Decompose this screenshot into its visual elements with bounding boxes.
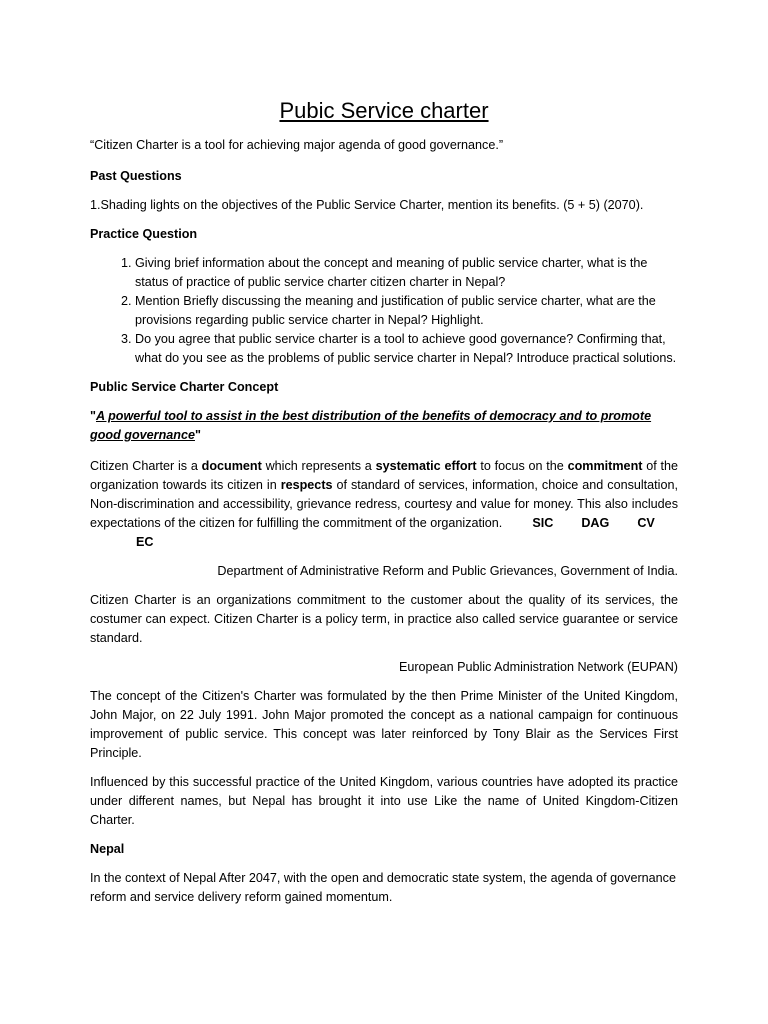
- intro-quote: “Citizen Charter is a tool for achieving major agenda of good governance.”: [90, 138, 504, 152]
- list-item: 1. Giving brief information about the concept and meaning of public service charter, what is the status of practice of public service charter citizen charter in Nepal?: [135, 254, 678, 292]
- concept-tagline: [90, 407, 678, 445]
- definition-text: which represents a: [261, 459, 376, 473]
- page-title: Pubic Service charter: [279, 98, 489, 123]
- code-label: CV: [637, 516, 655, 530]
- code-label: DAG: [581, 516, 610, 530]
- past-question-text: 1.Shading lights on the objectives of the Public Service Charter, mention its benefits. (5 + 5) (2070).: [90, 198, 644, 212]
- nepal-paragraph: In the context of Nepal After 2047, with the open and democratic state system, the agenda of governance reform and service delivery reform gained momentum.: [90, 871, 676, 904]
- tagline-text: A powerful tool to assist in the best distribution of the benefits of democracy and to promote good governance: [90, 409, 652, 442]
- influence-paragraph: Influenced by this successful practice of the United Kingdom, various countries have adopted its practice under different names, but Nepal has brought it into use Like the name of United Kingdom-Citizen Charter.: [90, 775, 678, 827]
- definition-text: of the organization towards its citizen in: [90, 459, 678, 492]
- source-citation: European Public Administration Network (EUPAN): [398, 660, 678, 674]
- code-label: EC: [136, 535, 154, 549]
- definition-bold: systematic effort: [375, 459, 477, 473]
- concept-heading: Public Service Charter Concept: [90, 380, 279, 394]
- nepal-heading: Nepal: [90, 842, 125, 856]
- definition-bold: document: [201, 459, 262, 473]
- list-item: 2. Mention Briefly discussing the meaning and justification of public service charter, what are the provisions regarding public service charter in Nepal? Highlight.: [135, 292, 678, 330]
- definition-text: to focus on the: [476, 459, 568, 473]
- practice-question-heading: Practice Question: [90, 227, 198, 241]
- definition-text: of standard of services, information, choice and consultation, Non-discrimination and accessibility, grievance redress, courtesy and value for money. This also includes expectations of the citizen for fulfilling the commitment of the organization.: [90, 478, 678, 530]
- abbreviation-codes: [502, 516, 655, 530]
- definition-text: Citizen Charter is a: [90, 459, 202, 473]
- source-citation: Department of Administrative Reform and Public Grievances, Government of India.: [217, 564, 678, 578]
- tagline-close-quote: ": [194, 428, 201, 442]
- past-questions-heading: Past Questions: [90, 169, 182, 183]
- list-item: 3. Do you agree that public service charter is a tool to achieve good governance? Confirming that, what do you see as the problems of public service charter in Nepal? Introduce practical solutions.: [135, 330, 678, 368]
- definition-bold: commitment: [567, 459, 643, 473]
- history-paragraph: The concept of the Citizen's Charter was formulated by the then Prime Minister of the United Kingdom, John Major, on 22 July 1991. John Major promoted the concept as a national campaign for continuous improvement of public service. This concept was later reinforced by Tony Blair as the Services First Principle.: [90, 689, 678, 760]
- code-label: SIC: [532, 516, 554, 530]
- tagline-open-quote: ": [90, 409, 96, 423]
- eupan-definition: Citizen Charter is an organizations commitment to the customer about the quality of its services, the costumer can expect. Citizen Charter is a policy term, in practice also called service guarantee or service standard.: [90, 593, 678, 645]
- definition-bold: respects: [280, 478, 333, 492]
- practice-question-list: [90, 254, 678, 368]
- citizen-charter-definition: [90, 457, 678, 552]
